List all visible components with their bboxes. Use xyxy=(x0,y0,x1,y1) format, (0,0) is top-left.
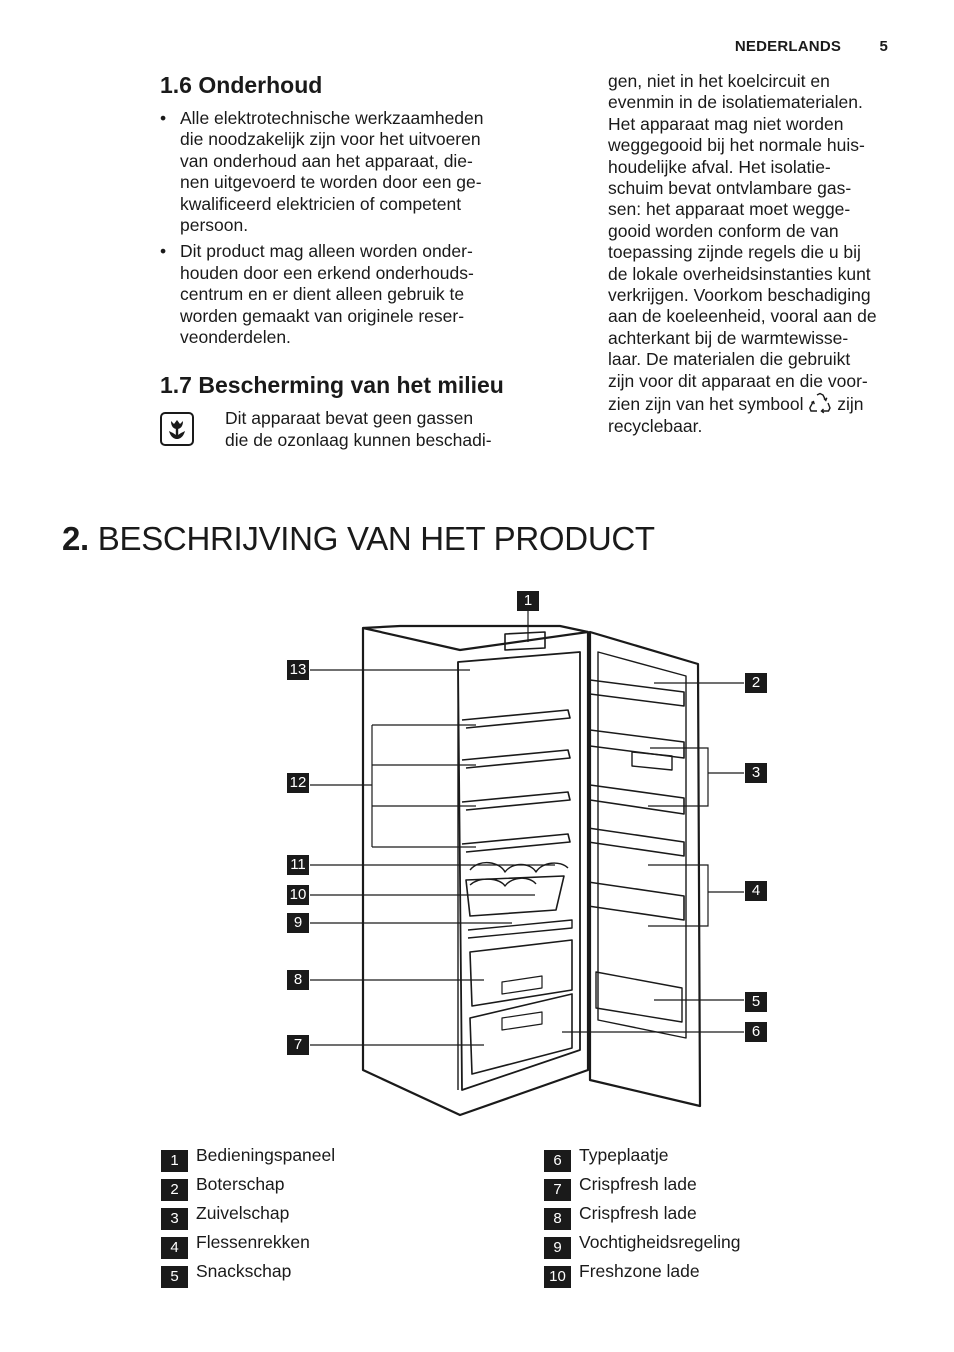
callout-8: 8 xyxy=(287,970,309,990)
legend-label: Flessenrekken xyxy=(196,1232,310,1252)
legend-number: 8 xyxy=(544,1208,571,1230)
callout-1: 1 xyxy=(517,591,539,611)
environment-block xyxy=(160,408,520,458)
environment-text-end: zijn xyxy=(837,394,864,415)
list-item: • Dit product mag alleen worden onder- houden door een erkend onderhouds- centrum en er dient alleen gebruik te worden gemaakt van originele reser- veonderdelen. xyxy=(160,241,520,348)
chapter-title xyxy=(62,520,655,558)
legend-number: 7 xyxy=(544,1179,571,1201)
legend-number: 2 xyxy=(161,1179,188,1201)
fridge-diagram xyxy=(0,580,954,1120)
legend-number: 9 xyxy=(544,1237,571,1259)
callout-2: 2 xyxy=(745,673,767,693)
chapter-number: 2. xyxy=(62,520,89,557)
legend-number: 3 xyxy=(161,1208,188,1230)
environment-intro: Dit apparaat bevat geen gassen die de ozonlaag kunnen beschadi- xyxy=(225,408,492,450)
fridge-illustration xyxy=(0,580,954,1120)
callout-7: 7 xyxy=(287,1035,309,1055)
legend-label: Crispfresh lade xyxy=(579,1203,697,1223)
maintenance-list xyxy=(160,108,520,348)
left-column xyxy=(160,70,520,458)
callout-11: 11 xyxy=(287,855,309,875)
eco-flower-icon xyxy=(160,412,194,446)
legend-number: 10 xyxy=(544,1266,571,1288)
legend-label: Zuivelschap xyxy=(196,1203,290,1223)
callout-6: 6 xyxy=(745,1022,767,1042)
section-title-text: Bescherming van het milieu xyxy=(198,372,504,399)
section-number: 1.7 xyxy=(160,372,192,399)
section-1-7-title xyxy=(160,370,520,400)
environment-text: gen, niet in het koelcircuit en evenmin in de isolatiematerialen. Het apparaat mag niet worden weggegooid bij het normale huis- houdelijke afval. Het isolatie- schuim bevat ontvlambare gas- sen: het apparaat moet wegge- gooid worden conform de van toepassing zijnde regels die u bij de lokale overheidsinstanties kunt verkrijgen. Voorkom beschadiging aan de koeleenheid, vooral aan de achterkant bij de warmtewisse- laar. De materialen die gebruikt zijn voor dit apparaat en die voor- zien zijn van het symbool xyxy=(608,71,877,415)
legend-number: 4 xyxy=(161,1237,188,1259)
section-1-6-title xyxy=(160,70,520,100)
legend-label: Freshzone lade xyxy=(579,1261,700,1281)
section-title-text: Onderhoud xyxy=(198,72,323,98)
page-number: 5 xyxy=(879,38,888,55)
page-header xyxy=(735,38,888,55)
callout-12: 12 xyxy=(287,773,309,793)
language-label: NEDERLANDS xyxy=(734,38,842,55)
recycle-icon xyxy=(808,392,832,414)
legend-label: Boterschap xyxy=(196,1174,285,1194)
callout-9: 9 xyxy=(287,913,309,933)
legend-number: 6 xyxy=(544,1150,571,1172)
callout-10: 10 xyxy=(287,885,309,905)
legend-label: Crispfresh lade xyxy=(579,1174,697,1194)
environment-text-last: recyclebaar. xyxy=(608,415,703,436)
list-item: • Alle elektrotechnische werkzaamheden die noodzakelijk zijn voor het uitvoeren van onderhoud aan het apparaat, die- nen uitgevoerd te worden door een ge- kwalificeerd elektricien of competent persoon. xyxy=(160,108,520,236)
legend-label: Vochtigheidsregeling xyxy=(579,1232,741,1252)
callout-3: 3 xyxy=(745,763,767,783)
legend-label: Typeplaatje xyxy=(579,1145,669,1165)
callout-4: 4 xyxy=(745,881,767,901)
callout-5: 5 xyxy=(745,992,767,1012)
legend-number: 1 xyxy=(161,1150,188,1172)
callout-13: 13 xyxy=(287,660,309,680)
legend-label: Snackschap xyxy=(196,1261,292,1281)
chapter-title-text: BESCHRIJVING VAN HET PRODUCT xyxy=(97,520,655,557)
section-number: 1.6 xyxy=(160,72,192,98)
legend-number: 5 xyxy=(161,1266,188,1288)
legend-label: Bedieningspaneel xyxy=(196,1145,336,1165)
right-column xyxy=(608,71,908,437)
